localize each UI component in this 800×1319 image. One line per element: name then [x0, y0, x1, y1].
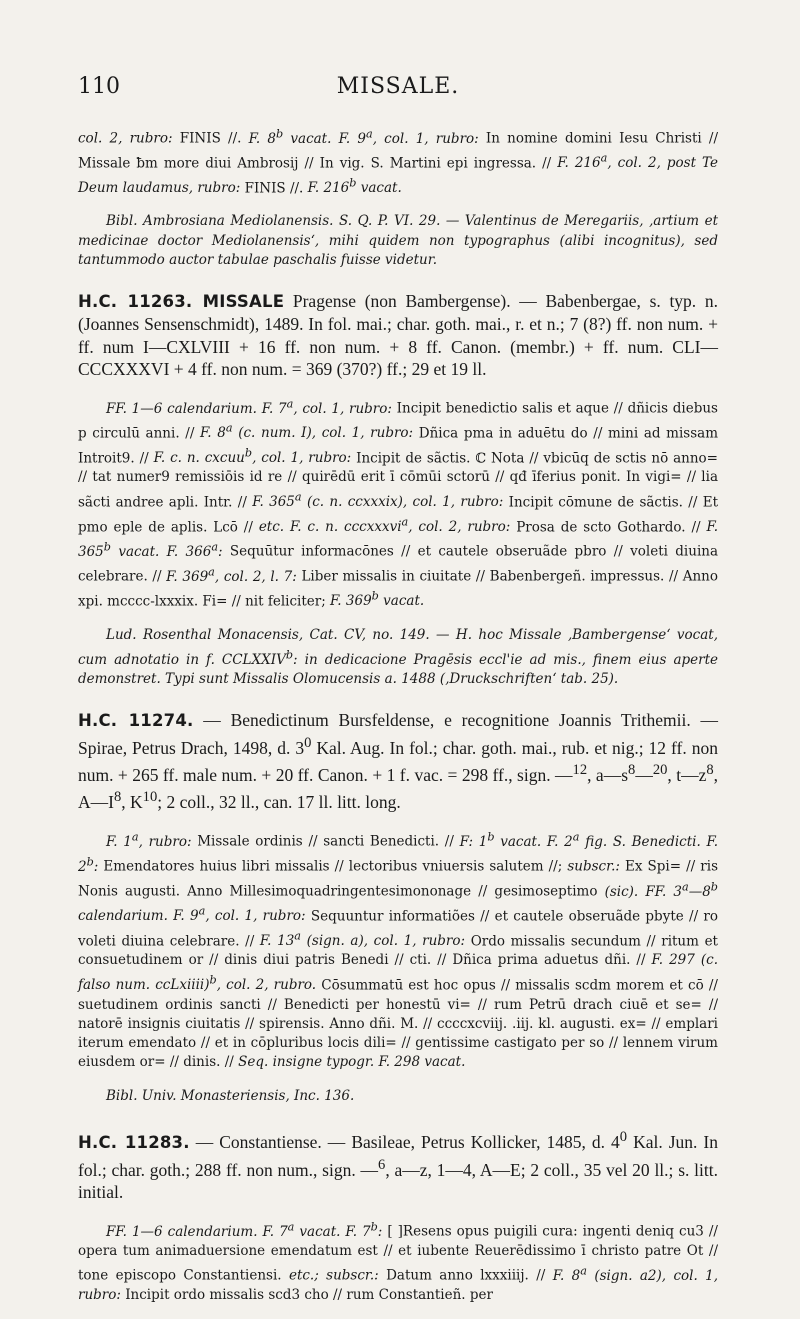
catalog-entry-heading: H.C. 11274. — Benedictinum Bursfeldense, e recognitione Joannis Trithemii. — Spirae, Petrus Drach, 1498, d. $3^0$ Kal. Aug. In fol.; char. goth. mai., rub. et nig.; 12 ff. non num. + 265 ff. male num. + 20 ff. Canon. + 1 f. vac. = 298 ff., sign. —$^{12}$, $a—s^8—^{20}$, $t—z^8$, $A—I^8$, $K^{10}$; 2 coll., 32 ll., can. 17 ll. litt. long.: [78, 710, 719, 813]
entry-note: FF. 1—6 calendarium. F. 7$^a$, col. 1, rubro: Incipit benedictio salis et aque // dñicis diebus p circulū anni. // F. 8$^a$ (c. num. I), col. 1, rubro: Dñica pma in aduētu do // mini ad missam Introit9. // F. c. n. cxcuu$^b$, col. 1, rubro: Incipit de sãctis. ℂ Nota // vbicūq de sctis nō anno= // tat numer9 remissiōis id re // quirēdū erit ī cōmūi sctorū // qđ īferius ponit. In vigi= // lia sãcti andree apli. Intr. // F. 365$^a$ (c. n. ccxxxix), col. 1, rubro: Incipit cōmune de sãctis. // Et pmo eple de aplis. Lcō // etc. F. c. n. cccxxxvi$^a$, col. 2, rubro: Prosa de scto Gothardo. // F. 365$^b$ vacat. F. 366$^a$: Sequūtur informacōnes // et cautele obseruãde pbro // voleti diuina celebrare. // F. 369$^a$, col. 2, l. 7: Liber missalis in ciuitate // Babenbergeñ. impressus. // Anno xpi. mcccc-lxxxix. Fi= // nit feliciter; F. 369$^b$ vacat.: [78, 397, 719, 610]
entry-note: FF. 1—6 calendarium. F. 7$^a$ vacat. F. 7$^b$: [ ]Resens opus puigili cura: ingenti deniq cu3 // opera tum animaduersione emendatum est // et iubente Reuerēdissimo ī christo patre Ot // tone episcopo Constantiensi. etc.; subscr.: Datum anno lxxxiiij. // F. 8$^a$ (sign. a2), col. 1, rubro: Incipit ordo missalis scd3 cho // rum Constantieñ. per: [78, 1220, 719, 1304]
running-head: [78, 74, 718, 99]
page-title: MISSALE.: [336, 74, 460, 99]
entry-note: F. 1$^a$, rubro: Missale ordinis // sancti Benedicti. // F: 1$^b$ vacat. F. 2$^a$ fig. S. Benedicti. F. 2$^b$: Emendatores huius libri missalis // lectoribus vniuersis salutem //; subscr.: Ex Spi= // ris Nonis augusti. Anno Millesimoquadringentesimononage // gesimoseptimo (sic). FF. 3$^a$—8$^b$ calendarium. F. 9$^a$, col. 1, rubro: Sequuntur informatiões // et cautele obseruãde pbyte // ro voleti diuina celebrare. // F. 13$^a$ (sign. a), col. 1, rubro: Ordo missalis secundum // ritum et consuetudinem or // dinis diui patris Benedi // cti. // Dñica prima aduetus dñi. // F. 297 (c. falso num. ccLxiiii)$^b$, col. 2, rubro. Cōsummatū est hoc opus // missalis scdm morem et cō // suetudinem ordinis sancti // Benedicti per honestū vi= // rum Petrū drach ciuē et se= // natorē insignis ciuitatis // spirensis. Anno dñi. M. // ccccxcviij. .iij. kl. augusti. ex= // emplari iterum emendato // et in cōpluribus locis dili= // gentissime castigato per so // lennem virum eiusdem or= // dinis. // Seq. insigne typogr. F. 298 vacat.: [78, 830, 719, 1071]
entry-note: Bibl. Univ. Monasteriensis, Inc. 136.: [106, 1087, 355, 1104]
page-number: 110: [78, 74, 120, 99]
entry-note: Bibl. Ambrosiana Mediolanensis. S. Q. P. VI. 29. — Valentinus de Meregariis, ‚artium et medicinae doctor Mediolanensis‘, mihi quidem non typographus (alibi incognitus), sed tantummodo auctor tabulae paschalis fuisse videtur.: [78, 213, 718, 268]
entry-note: col. 2, rubro: FINIS //. F. 8$^b$ vacat. F. 9$^a$, col. 1, rubro: In nomine domini Iesu Christi // Missale ƀm more diui Ambrosij // In vig. S. Martini epi ingressa. // F. 216$^a$, col. 2, post Te Deum laudamus, rubro: FINIS //. F. 216$^b$ vacat.: [78, 127, 719, 197]
catalog-entry-heading: H.C. 11263. MISSALE Pragense (non Bambergense). — Babenbergae, s. typ. n. (Joannes Sensenschmidt), 1489. In fol. mai.; char. goth. mai., r. et n.; 7 (8?) ff. non num. + ff. num I—CXLVIII + 16 ff. non num. + 8 ff. Canon. (membr.) + ff. num. CLI—CCCXXXVI + 4 ff. non num. = 369 (370?) ff.; 29 et 19 ll.: [78, 291, 718, 379]
page-body: [78, 124, 718, 1319]
entry-note: Lud. Rosenthal Monacensis, Cat. CV, no. 149. — H. hoc Missale ‚Bambergense‘ vocat, cum adnotatio in f. CCLXXIV$^b$: in dedicacione Pragēsis eccl'ie ad mis., finem eius aperte demonstret. Typi sunt Missalis Olomucensis a. 1488 (‚Druckschriften‘ tab. 25).: [78, 626, 719, 687]
catalog-entry-heading: H.C. 11283. — Constantiense. — Basileae, Petrus Kollicker, 1485, d. $4^0$ Kal. Jun. In fol.; char. goth.; 288 ff. non num., sign. —$^6$, a—z, 1—4, A—E; 2 coll., 35 vel 20 ll.; s. litt. initial.: [78, 1129, 719, 1203]
